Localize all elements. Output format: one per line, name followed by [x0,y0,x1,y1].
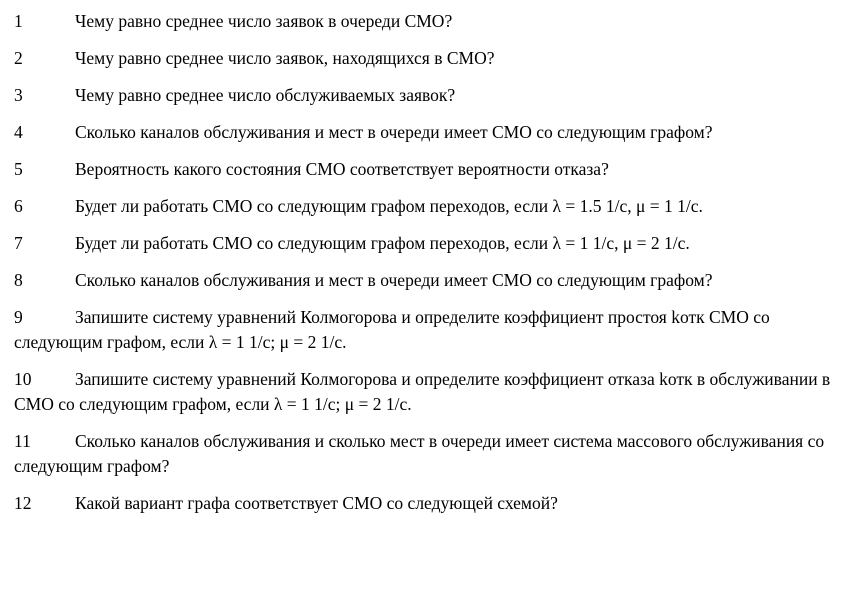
question-number: 4 [14,122,23,142]
question-item [14,194,834,219]
question-item [14,157,834,182]
question-number: 2 [14,48,23,68]
question-item [14,231,834,256]
question-item [14,305,834,355]
question-text: Сколько каналов обслуживания и мест в очереди имеет СМО со следующим графом? [75,122,713,142]
question-text: Сколько каналов обслуживания и сколько мест в очереди имеет система массового обслуживания со следующим графом? [14,431,825,476]
question-number: 8 [14,270,23,290]
question-number: 1 [14,11,23,31]
question-text: Запишите систему уравнений Колмогорова и определите коэффициент отказа kотк в обслуживании в СМО со следующим графом, если λ = 1 1/с; μ = 2 1/с. [14,369,831,414]
question-number: 10 [14,369,32,389]
question-item [14,46,834,71]
question-text: Вероятность какого состояния СМО соответствует вероятности отказа? [75,159,609,179]
question-text: Чему равно среднее число обслуживаемых заявок? [75,85,456,105]
question-number: 12 [14,493,32,513]
question-item [14,9,834,34]
question-number: 11 [14,431,31,451]
question-text: Запишите систему уравнений Колмогорова и определите коэффициент простоя kотк СМО со следующим графом, если λ = 1 1/с; μ = 2 1/с. [14,307,770,352]
question-item [14,429,834,479]
question-number: 9 [14,307,23,327]
question-item [14,120,834,145]
question-item [14,491,834,516]
question-text: Какой вариант графа соответствует СМО со следующей схемой? [75,493,558,513]
question-number: 3 [14,85,23,105]
question-text: Чему равно среднее число заявок, находящихся в СМО? [75,48,495,68]
question-number: 6 [14,196,23,216]
question-text: Будет ли работать СМО со следующим графом переходов, если λ = 1 1/с, μ = 2 1/с. [75,233,690,253]
question-number: 5 [14,159,23,179]
question-list [14,9,834,528]
question-item [14,268,834,293]
question-item [14,83,834,108]
question-number: 7 [14,233,23,253]
question-text: Сколько каналов обслуживания и мест в очереди имеет СМО со следующим графом? [75,270,713,290]
question-text: Будет ли работать СМО со следующим графом переходов, если λ = 1.5 1/с, μ = 1 1/с. [75,196,703,216]
question-item [14,367,834,417]
question-text: Чему равно среднее число заявок в очереди СМО? [75,11,453,31]
